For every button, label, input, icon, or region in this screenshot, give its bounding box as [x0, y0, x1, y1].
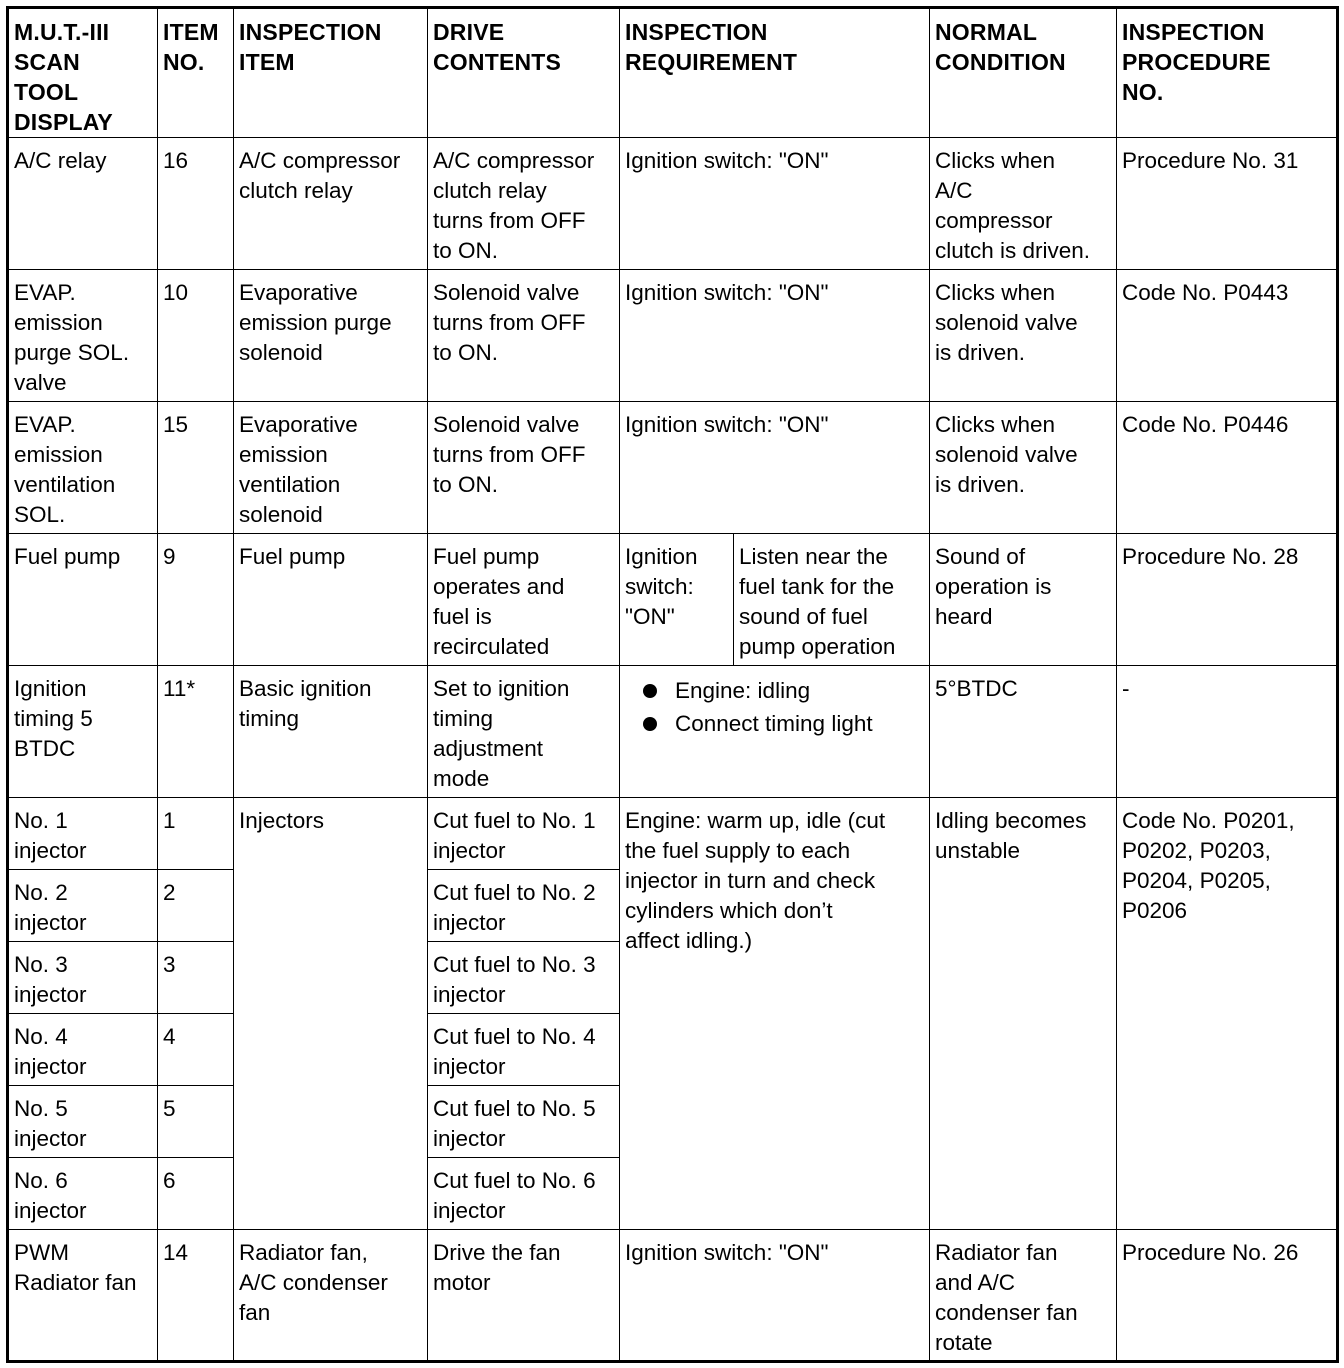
item-no-cell: 4 — [158, 1014, 234, 1086]
display-cell: EVAP. emission purge SOL. valve — [8, 270, 158, 402]
procedure-cell: - — [1117, 666, 1338, 798]
procedure-cell: Code No. P0443 — [1117, 270, 1338, 402]
table-row — [8, 1230, 1338, 1362]
requirement-cell: Ignition switch: "ON" — [620, 1230, 930, 1362]
procedure-cell: Procedure No. 26 — [1117, 1230, 1338, 1362]
normal-condition-cell: Radiator fan and A/C condenser fan rotate — [930, 1230, 1117, 1362]
inspection-item-cell: A/C compressor clutch relay — [234, 138, 428, 270]
display-cell: No. 2 injector — [8, 870, 158, 942]
table-row — [8, 534, 1338, 666]
drive-contents-cell: Drive the fan motor — [428, 1230, 620, 1362]
inspection-item-cell: Injectors — [234, 798, 428, 1230]
item-no-cell: 6 — [158, 1158, 234, 1230]
item-no-cell: 15 — [158, 402, 234, 534]
drive-contents-cell: Solenoid valve turns from OFF to ON. — [428, 402, 620, 534]
requirement-cell: Engine: warm up, idle (cut the fuel supply to each injector in turn and check cylinders which don’t affect idling.) — [620, 798, 930, 1230]
display-cell: Fuel pump — [8, 534, 158, 666]
header-drive-contents: DRIVE CONTENTS — [428, 8, 620, 138]
requirement-cell: Ignition switch: "ON" — [620, 402, 930, 534]
procedure-cell: Code No. P0201, P0202, P0203, P0204, P0205, P0206 — [1117, 798, 1338, 1230]
display-cell: No. 4 injector — [8, 1014, 158, 1086]
item-no-cell: 14 — [158, 1230, 234, 1362]
item-no-cell: 11* — [158, 666, 234, 798]
drive-contents-cell: Fuel pump operates and fuel is recirculated — [428, 534, 620, 666]
header-inspection-requirement: INSPECTION REQUIREMENT — [620, 8, 930, 138]
normal-condition-cell: Clicks when A/C compressor clutch is driven. — [930, 138, 1117, 270]
item-no-cell: 1 — [158, 798, 234, 870]
requirement-cell — [620, 666, 930, 798]
display-cell: No. 5 injector — [8, 1086, 158, 1158]
item-no-cell: 2 — [158, 870, 234, 942]
inspection-item-cell: Fuel pump — [234, 534, 428, 666]
drive-contents-cell: Cut fuel to No. 4 injector — [428, 1014, 620, 1086]
inspection-table — [6, 6, 1339, 1363]
drive-contents-cell: Set to ignition timing adjustment mode — [428, 666, 620, 798]
display-cell: No. 3 injector — [8, 942, 158, 1014]
drive-contents-cell: Solenoid valve turns from OFF to ON. — [428, 270, 620, 402]
drive-contents-cell: Cut fuel to No. 5 injector — [428, 1086, 620, 1158]
item-no-cell: 9 — [158, 534, 234, 666]
display-cell: A/C relay — [8, 138, 158, 270]
item-no-cell: 10 — [158, 270, 234, 402]
header-scan-tool-display: M.U.T.-III SCAN TOOL DISPLAY — [8, 8, 158, 138]
requirement-cell: Ignition switch: "ON" — [620, 138, 930, 270]
table-row — [8, 270, 1338, 402]
header-normal-condition: NORMAL CONDITION — [930, 8, 1117, 138]
header-item-no: ITEM NO. — [158, 8, 234, 138]
header-row — [8, 8, 1338, 138]
procedure-cell: Procedure No. 28 — [1117, 534, 1338, 666]
requirement-cell-left: Ignition switch: "ON" — [620, 534, 734, 666]
header-inspection-item: INSPECTION ITEM — [234, 8, 428, 138]
table-row — [8, 402, 1338, 534]
requirement-cell: Ignition switch: "ON" — [620, 270, 930, 402]
item-no-cell: 16 — [158, 138, 234, 270]
bullet-item: Engine: idling — [625, 674, 925, 707]
display-cell: No. 1 injector — [8, 798, 158, 870]
item-no-cell: 3 — [158, 942, 234, 1014]
inspection-item-cell: Basic ignition timing — [234, 666, 428, 798]
normal-condition-cell: Clicks when solenoid valve is driven. — [930, 270, 1117, 402]
requirement-cell-right: Listen near the fuel tank for the sound of fuel pump operation — [734, 534, 930, 666]
item-no-cell: 5 — [158, 1086, 234, 1158]
drive-contents-cell: Cut fuel to No. 3 injector — [428, 942, 620, 1014]
procedure-cell: Procedure No. 31 — [1117, 138, 1338, 270]
table-row — [8, 666, 1338, 798]
inspection-item-cell: Evaporative emission purge solenoid — [234, 270, 428, 402]
bullet-item: Connect timing light — [625, 707, 925, 740]
normal-condition-cell: Clicks when solenoid valve is driven. — [930, 402, 1117, 534]
normal-condition-cell: Idling becomes unstable — [930, 798, 1117, 1230]
requirement-bullet-list — [625, 674, 925, 740]
normal-condition-cell: Sound of operation is heard — [930, 534, 1117, 666]
display-cell: PWM Radiator fan — [8, 1230, 158, 1362]
drive-contents-cell: A/C compressor clutch relay turns from OFF to ON. — [428, 138, 620, 270]
drive-contents-cell: Cut fuel to No. 2 injector — [428, 870, 620, 942]
table-row — [8, 138, 1338, 270]
procedure-cell: Code No. P0446 — [1117, 402, 1338, 534]
inspection-item-cell: Radiator fan, A/C condenser fan — [234, 1230, 428, 1362]
table-row — [8, 798, 1338, 870]
normal-condition-cell: 5°BTDC — [930, 666, 1117, 798]
drive-contents-cell: Cut fuel to No. 1 injector — [428, 798, 620, 870]
display-cell: EVAP. emission ventilation SOL. — [8, 402, 158, 534]
inspection-item-cell: Evaporative emission ventilation solenoid — [234, 402, 428, 534]
display-cell: Ignition timing 5 BTDC — [8, 666, 158, 798]
display-cell: No. 6 injector — [8, 1158, 158, 1230]
header-inspection-procedure: INSPECTION PROCEDURE NO. — [1117, 8, 1338, 138]
drive-contents-cell: Cut fuel to No. 6 injector — [428, 1158, 620, 1230]
